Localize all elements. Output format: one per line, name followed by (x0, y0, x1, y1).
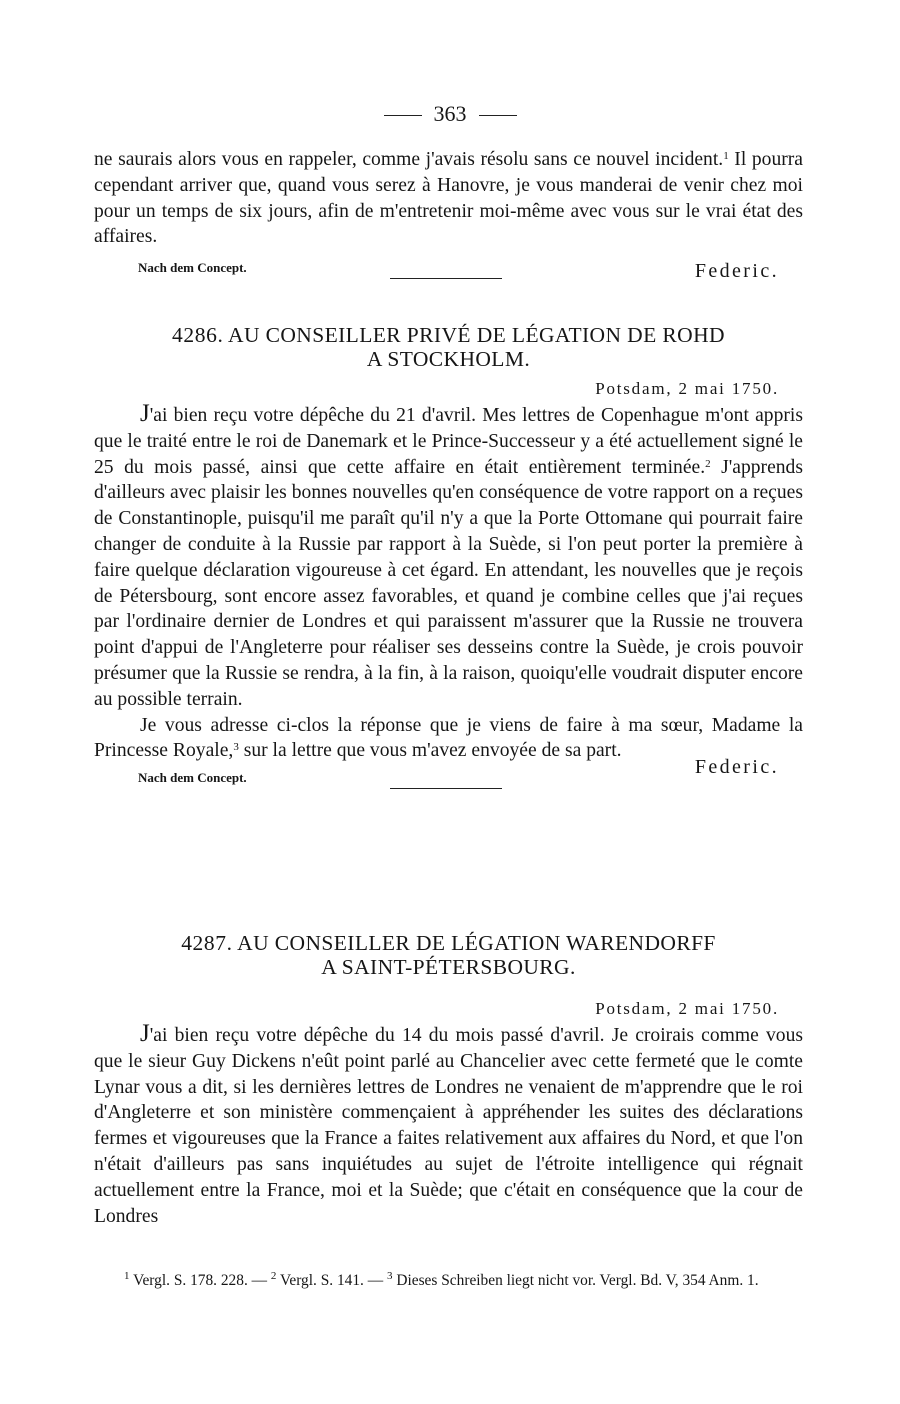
addressee: AU CONSEILLER DE LÉGATION WARENDORFF (237, 931, 716, 955)
footnote-mark-3: 3 (233, 741, 239, 754)
letter-body: J'ai bien reçu votre dépêche du 14 du mois passé d'avril. Je croirais comme vous que le sieur Guy Dickens n'eût point parlé au Chancelier avec cette fermeté que le comte Lynar vous a dit, si les dernières lettres de Londres ne venaient de m'apprendre que le roi d'Angleterre et son ministère commençaient à appréhender les suites des déclarations fermes et vigoureuses que la France a faites relativement aux affaires du Nord, et que l'on n'était d'ailleurs pas sans inquiétudes au sujet de l'étroite intelligence qui régnait actuellement entre la France, moi et la Suède; que c'était en conséquence que la cour de Londres (94, 1020, 803, 1227)
addressee: AU CONSEILLER PRIVÉ DE LÉGATION DE ROHD (228, 323, 725, 347)
footnote-2-number: 2 (270, 1270, 277, 1282)
footnote-1-number: 1 (124, 1270, 130, 1282)
dateline: Potsdam, 2 mai 1750. (595, 999, 779, 1018)
destination: A STOCKHOLM. (366, 347, 531, 371)
source-note: Nach dem Concept. (138, 260, 247, 276)
page-number-value: 363 (433, 101, 467, 126)
page-number (0, 101, 900, 127)
section-divider (390, 278, 502, 279)
signature: Federic. (694, 756, 779, 779)
footnote-mark-1: 1 (723, 150, 729, 162)
signature: Federic. (694, 260, 779, 283)
footnote-2-text: Vergl. S. 141. — (276, 1272, 387, 1289)
destination: A SAINT-PÉTERSBOURG. (321, 955, 576, 979)
letter-body: J'ai bien reçu votre dépêche du 21 d'avril. Mes lettres de Copenhague m'ont appris que le traité entre le roi de Danemark et le Prince-Successeur y a été actuellement signé le 25 du mois passé, ainsi que cette affaire en était entièrement terminée.$^2$ J'apprends d'ailleurs avec plaisir les bonnes nouvelles qu'en conséquence de votre rapport on a reçues de Constantinople, puisqu'il me paraît qu'il n'y a que la Porte Ottomane qui pourrait faire changer de conduite à la Russie par rapport à la Suède, si l'on peut porter la première à faire quelque déclaration vigoureuse à cet égard. En attendant, les nouvelles que je reçois de Pétersbourg, sont encore assez favorables, et quand je combine celles que j'ai reçues par l'ordinaire dernier de Londres et qui paraissent m'assurer que la Russie ne trouvera point d'appui de l'Angleterre pour réaliser ses desseins contre la Suède, je crois pouvoir présumer que la Russie se rendra, à la fin, à la raison, quoiqu'elle voudrait disputer encore au possible terrain. Je vous adresse ci-clos la réponse que je viens de faire à ma sœur, Madame la Princesse Royale,$^3$ sur la lettre que vous m'avez envoyée de sa part. (94, 400, 803, 762)
initial-letter: J (140, 1020, 150, 1047)
dateline: Potsdam, 2 mai 1750. (595, 379, 779, 398)
letter-4286 (94, 323, 803, 800)
footnote-mark-2: 2 (705, 457, 711, 470)
footnote-3-number: 3 (387, 1270, 393, 1282)
source-note: Nach dem Concept. (138, 770, 247, 786)
letter-heading (94, 931, 803, 979)
footnote-1-text: Vergl. S. 178. 228. — (129, 1272, 271, 1289)
footnote-3-text: Dieses Schreiben liegt nicht vor. Vergl. Bd. V, 354 Anm. 1. (392, 1272, 759, 1289)
folio-dash-right (479, 115, 517, 116)
section-divider (390, 788, 502, 789)
letter-4287 (94, 931, 803, 1229)
letter-number: 4286. (172, 323, 224, 347)
initial-letter: J (140, 400, 150, 427)
letter-number: 4287. (181, 931, 233, 955)
continued-letter (94, 147, 803, 286)
signature-row (94, 256, 803, 286)
footnotes (94, 1270, 803, 1291)
signature-row (94, 756, 803, 800)
folio-dash-left (384, 115, 422, 116)
continued-letter-body: ne saurais alors vous en rappeler, comme j'avais résolu sans ce nouvel incident.$^1$ Il pourra cependant arriver que, quand vous serez à Hanovre, je vous manderai de venir chez moi pour un temps de six jours, afin de m'entretenir moi-même avec vous sur le vrai état des affaires. (94, 149, 803, 248)
letter-heading (94, 323, 803, 371)
